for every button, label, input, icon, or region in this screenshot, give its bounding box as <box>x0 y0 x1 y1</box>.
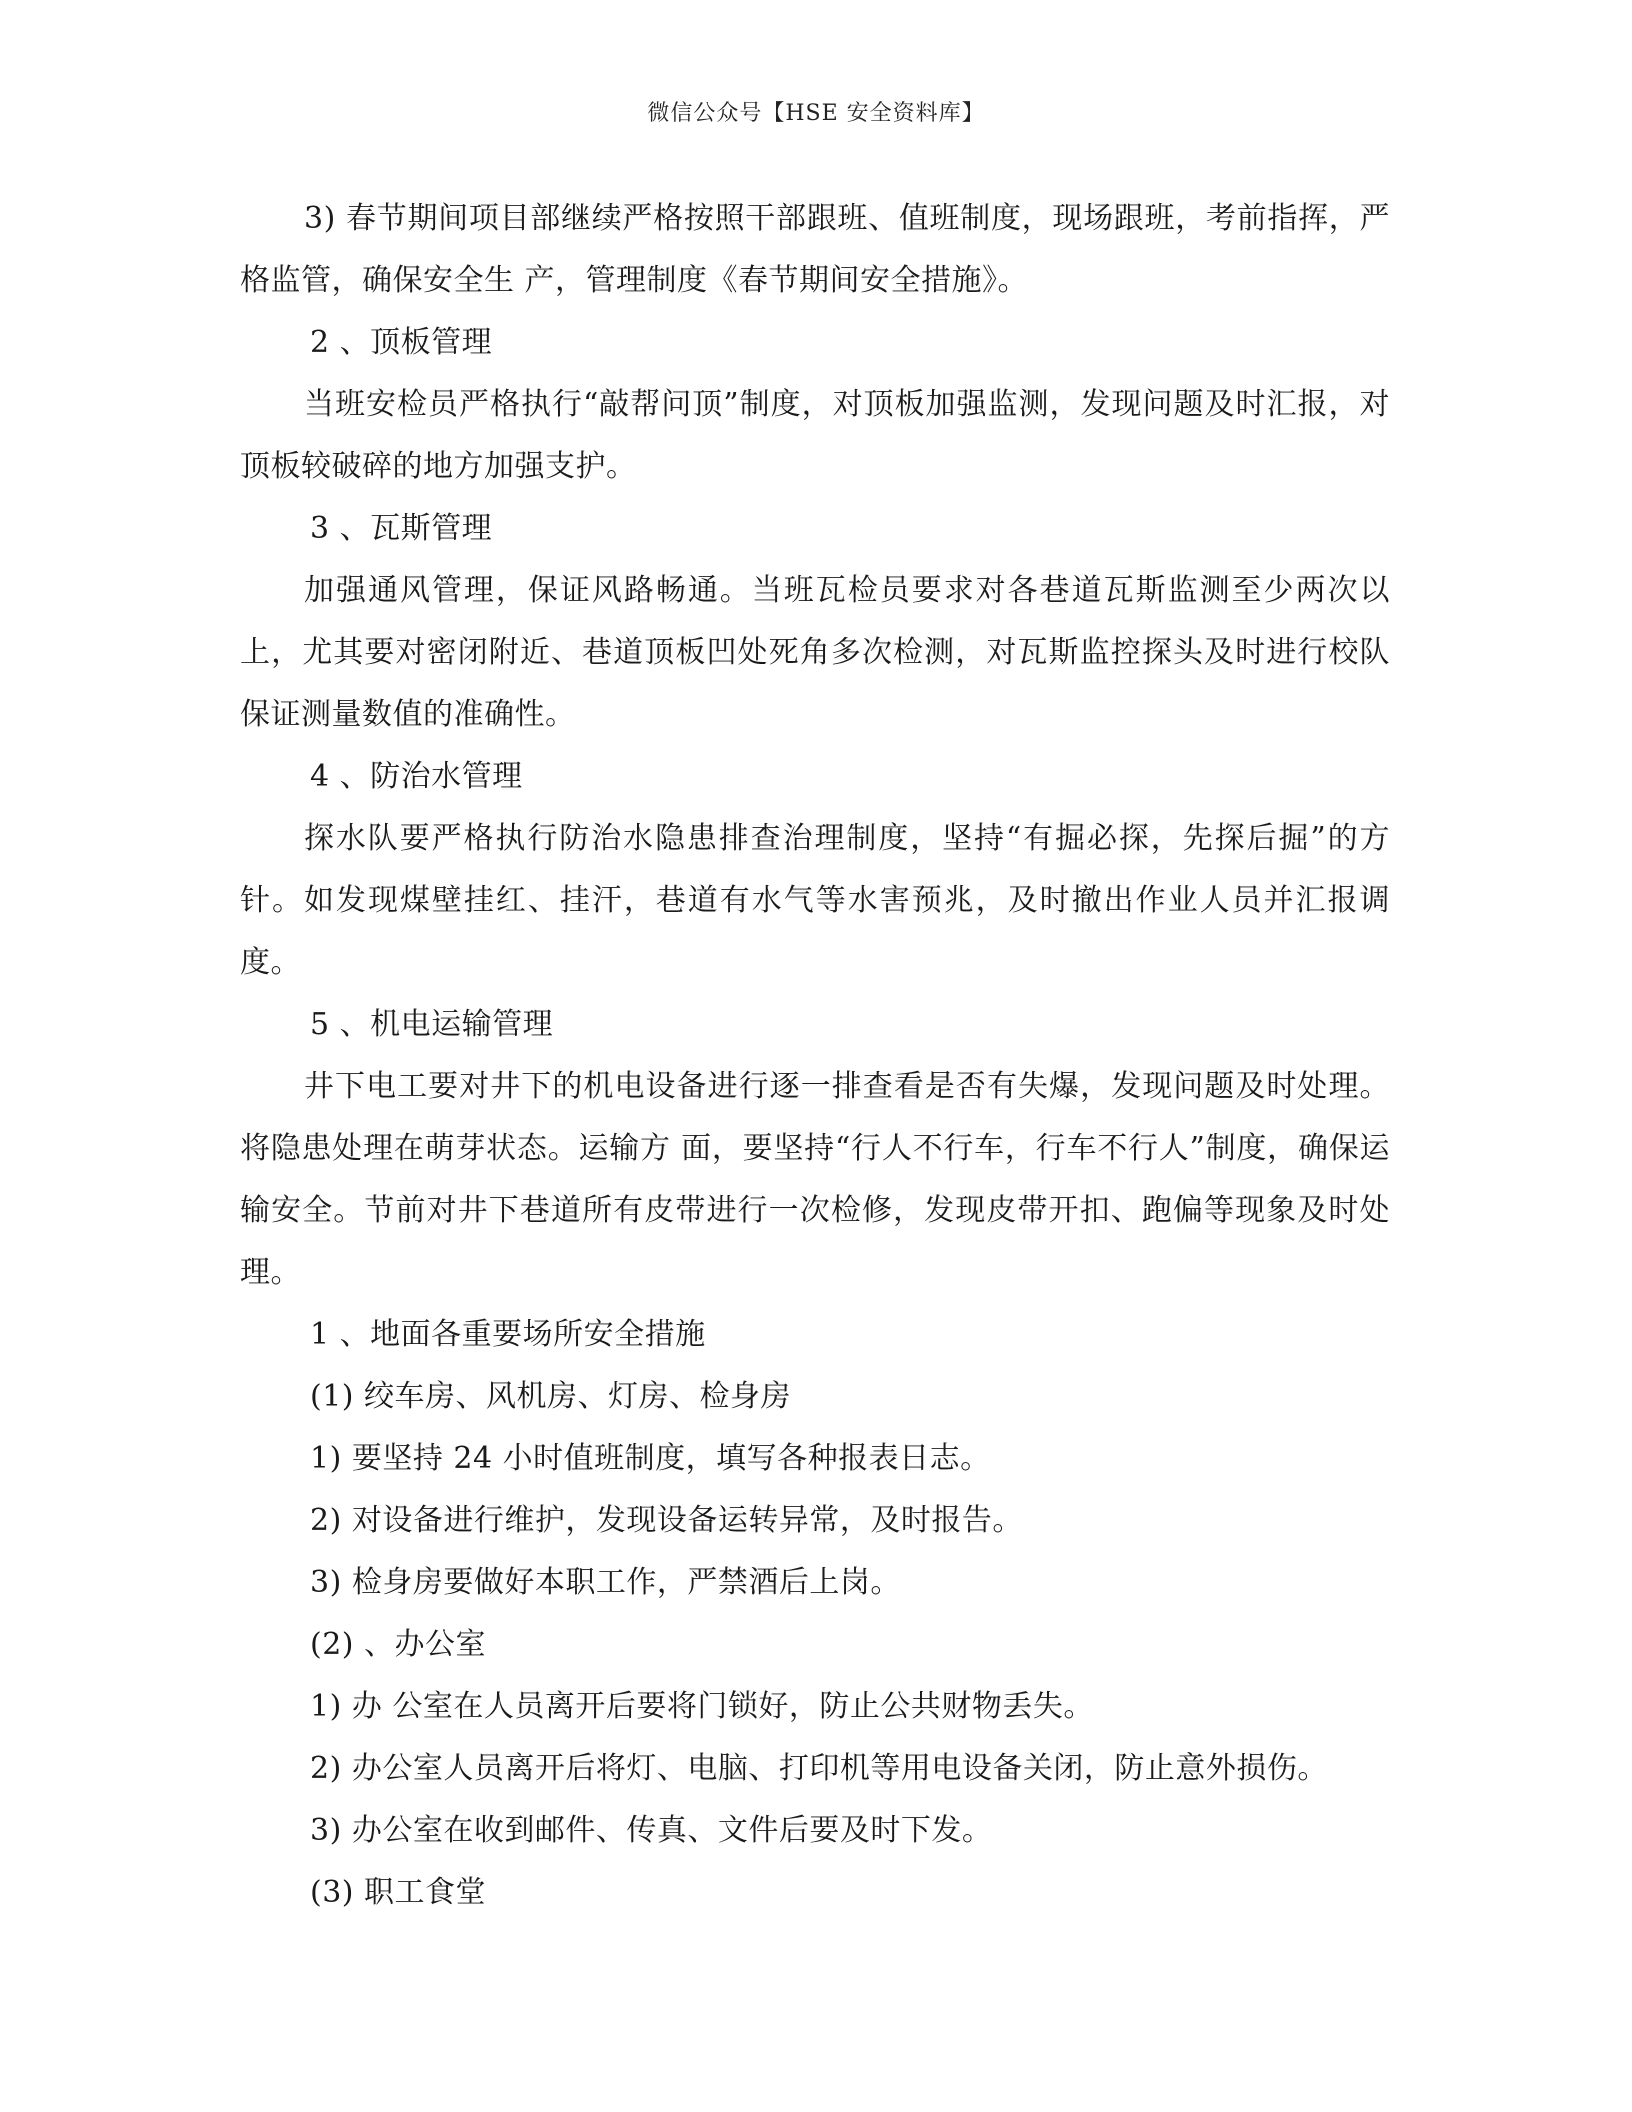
section-heading: 4 、防治水管理 <box>310 759 523 794</box>
section-heading: 1 、地面各重要场所安全措施 <box>310 1317 706 1352</box>
list-item: 3) 检身房要做好本职工作，严禁酒后上岗。 <box>310 1565 901 1600</box>
paragraph: 加强通风管理，保证风路畅通。当班瓦检员要求对各巷道瓦斯监测至少两次以上，尤其要对密闭附近、巷道顶板凹处死角多次检测，对瓦斯监控探头及时进行校队保证测量数值的准确性。 <box>240 573 1390 732</box>
list-item: 2) 对设备进行维护，发现设备运转异常，及时报告。 <box>310 1503 1023 1538</box>
section-heading: 5 、机电运输管理 <box>310 1007 554 1042</box>
document-body <box>240 188 1390 1924</box>
sub-heading: (3) 职工食堂 <box>310 1875 487 1910</box>
section-heading: 2 、顶板管理 <box>310 325 493 360</box>
list-item: 3) 办公室在收到邮件、传真、文件后要及时下发。 <box>310 1813 993 1848</box>
paragraph: 探水队要严格执行防治水隐患排查治理制度，坚持“有掘必探，先探后掘”的方针。如发现煤壁挂红、挂汗，巷道有水气等水害预兆，及时撤出作业人员并汇报调度。 <box>240 821 1390 980</box>
page-header: 微信公众号【HSE 安全资料库】 <box>647 101 985 126</box>
paragraph: 当班安检员严格执行“敲帮问顶”制度，对顶板加强监测，发现问题及时汇报，对顶板较破碎的地方加强支护。 <box>240 387 1390 484</box>
section-heading: 3 、瓦斯管理 <box>310 511 493 546</box>
sub-heading: (1) 绞车房、风机房、灯房、检身房 <box>310 1379 792 1414</box>
paragraph: 井下电工要对井下的机电设备进行逐一排查看是否有失爆，发现问题及时处理。将隐患处理在萌芽状态。运输方 面，要坚持“行人不行车，行车不行人”制度，确保运输安全。节前对井下巷道所有皮带进行一次检修，发现皮带开扣、跑偏等现象及时处理。 <box>240 1069 1390 1290</box>
list-item: 2) 办公室人员离开后将灯、电脑、打印机等用电设备关闭，防止意外损伤。 <box>310 1751 1328 1786</box>
list-item: 1) 办 公室在人员离开后要将门锁好，防止公共财物丢失。 <box>310 1689 1094 1724</box>
sub-heading: (2) 、办公室 <box>310 1627 487 1662</box>
paragraph: 3) 春节期间项目部继续严格按照干部跟班、值班制度，现场跟班，考前指挥，严格监管，确保安全生 产，管理制度《春节期间安全措施》。 <box>240 201 1390 298</box>
list-item: 1) 要坚持 24 小时值班制度，填写各种报表日志。 <box>310 1441 991 1476</box>
